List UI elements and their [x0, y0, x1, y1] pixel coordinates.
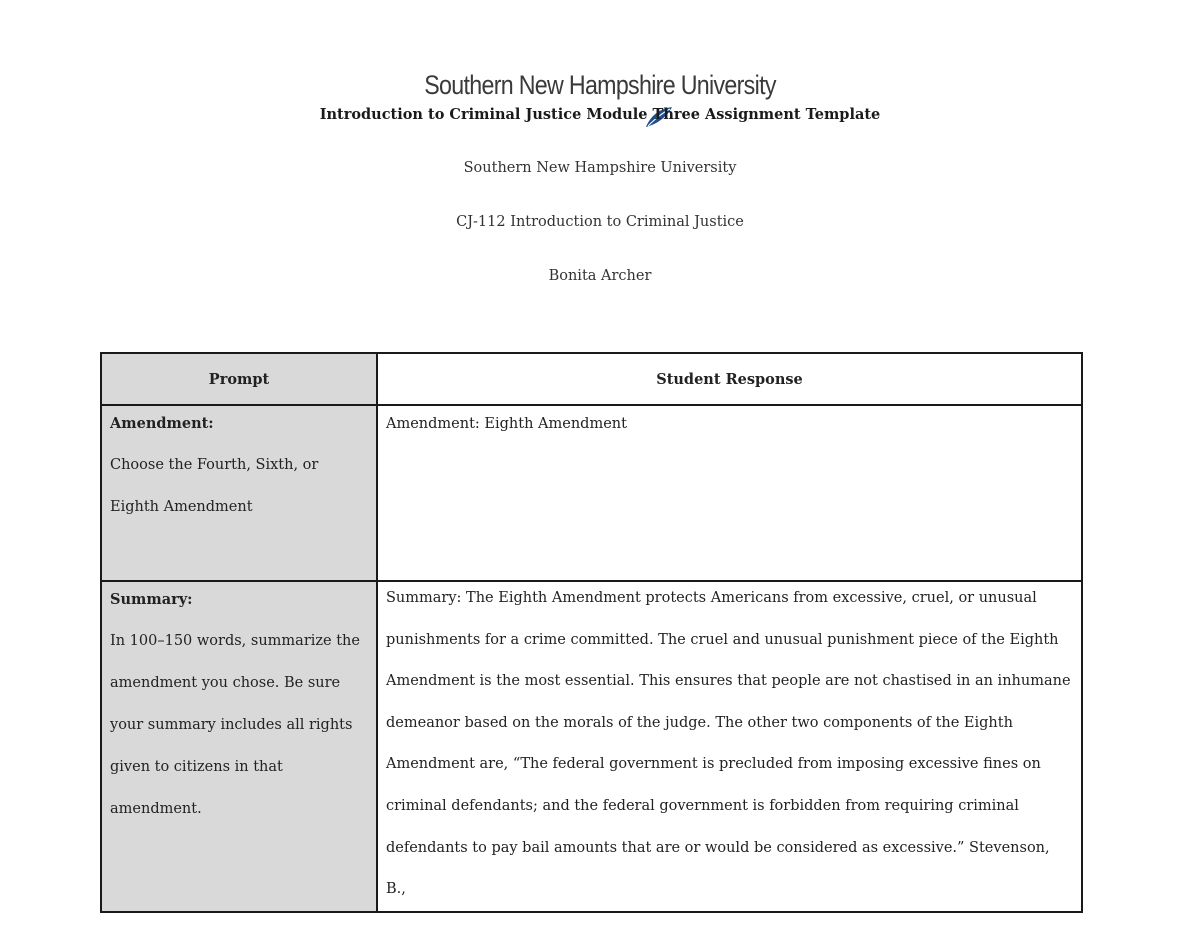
prompt-heading: Summary:	[110, 591, 193, 608]
response-text[interactable]: Amendment: Eighth Amendment	[386, 416, 627, 432]
document-title: Introduction to Criminal Justice Module Three Assignment Template	[319, 106, 881, 123]
response-text[interactable]: Summary: The Eighth Amendment protects Americans from excessive, cruel, or unusual punishments for a crime committed. The cruel and unusual punishment piece of the Eighth Amendment is the most essential. This ensures that people are not chastised in an inhumane demeanor based on the morals of the judge. The other two components of the Eighth Amendment are, “The federal government is precluded from imposing excessive fines on criminal defendants; and the federal government is forbidden from requiring criminal defendants to pay bail amounts that are or would be considered as excessive.” Stevenson, B.,	[386, 590, 1071, 898]
table-row	[101, 405, 1082, 581]
prompt-cell	[101, 581, 377, 912]
response-cell[interactable]	[377, 405, 1082, 581]
prompt-header: Prompt	[101, 353, 377, 405]
assignment-table	[100, 352, 1083, 913]
table-header-row	[101, 353, 1082, 405]
prompt-heading: Amendment:	[110, 415, 214, 432]
table-row	[101, 581, 1082, 912]
response-cell[interactable]	[377, 581, 1082, 912]
author-line: Bonita Archer	[548, 268, 652, 284]
logo-wordmark: Southern New Hampshire University	[424, 70, 776, 100]
response-header: Student Response	[377, 353, 1082, 405]
prompt-text: In 100–150 words, summarize the amendment you chose. Be sure your summary includes all rights given to citizens in that amendment.	[110, 633, 360, 817]
prompt-cell	[101, 405, 377, 581]
prompt-text: Choose the Fourth, Sixth, or Eighth Amendment	[110, 457, 319, 515]
course-line: CJ-112 Introduction to Criminal Justice	[456, 214, 744, 230]
institution-line: Southern New Hampshire University	[463, 160, 737, 176]
